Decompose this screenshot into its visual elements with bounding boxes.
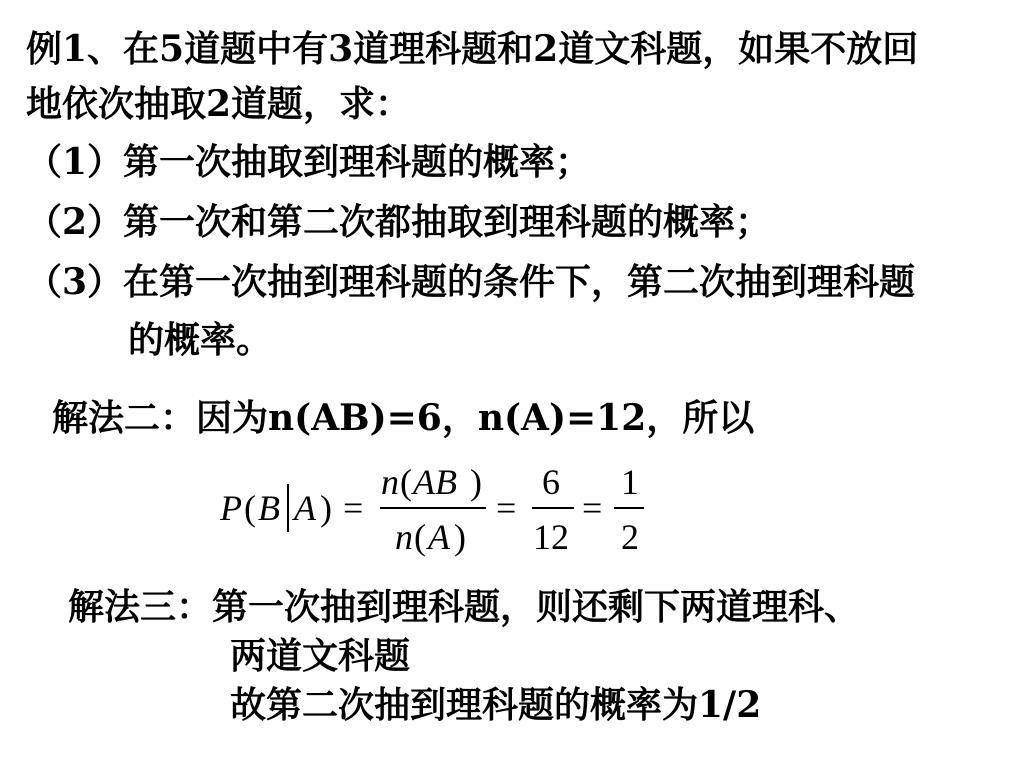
formula-equals-3: = [582,488,603,528]
formula-den1-close-paren: ) [454,517,466,557]
formula-den2: 12 [533,517,569,557]
formula-den1-A: A [428,517,450,557]
formula-fraction-bar-1 [380,507,486,509]
formula-P: P [220,488,242,528]
formula-fraction-bar-2 [532,507,574,509]
formula-den3: 2 [621,517,639,557]
problem-item-2: （2）第一次和第二次都抽取到理科题的概率； [26,201,772,243]
formula-num1-AB: AB [413,462,457,502]
formula-lhs-A: A [294,488,316,528]
formula-lhs-open-paren: ( [244,488,256,528]
formula-equals-1: = [343,488,364,528]
formula-den1-n: n [395,517,413,557]
problem-line-1: 例1、在5道题中有3道理科题和2道文科题，如果不放回 [26,28,919,70]
formula-num3: 1 [621,462,639,502]
problem-item-3: （3）在第一次抽到理科题的条件下，第二次抽到理科题 [26,261,916,303]
solution-3-line-2: 两道文科题 [230,635,411,677]
solution-3-line-3: 故第二次抽到理科题的概率为1/2 [230,684,762,726]
formula-lhs-close-paren: ) [320,488,332,528]
solution-3-line-1: 解法三：第一次抽到理科题，则还剩下两道理科、 [68,586,861,628]
formula-equals-2: = [496,488,517,528]
formula-num2: 6 [542,462,560,502]
formula-num1-close-paren: ) [470,462,482,502]
formula-fraction-bar-3 [614,507,644,509]
formula-lhs-B: B [258,488,280,528]
solution-2-text: 解法二：因为n(AB)=6，n(A)=12，所以 [52,397,755,439]
problem-line-2: 地依次抽取2道题，求： [26,83,412,125]
formula-den1-open-paren: ( [414,517,426,557]
problem-item-1: （1）第一次抽取到理科题的概率； [26,141,592,183]
formula-num1-n: n [381,462,399,502]
formula-num1-open-paren: ( [400,462,412,502]
formula-condition-bar [287,484,289,532]
problem-item-3-continuation: 的概率。 [128,319,273,361]
